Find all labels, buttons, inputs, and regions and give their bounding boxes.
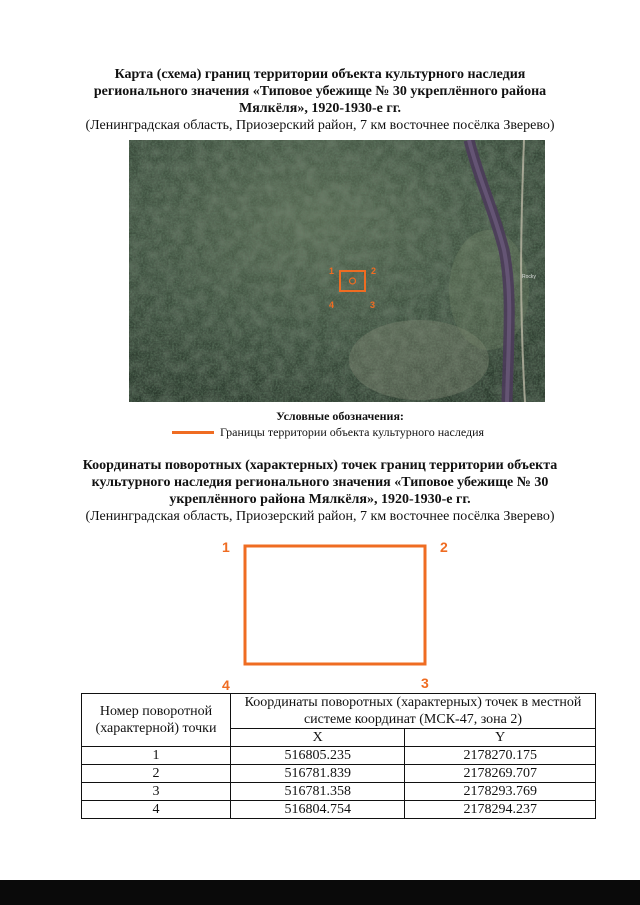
map-title-line-1: Карта (схема) границ территории объекта культурного наследия xyxy=(114,67,526,82)
x-cell: 516804.754 xyxy=(231,801,405,819)
legend-title: Условные обозначения: xyxy=(276,409,404,423)
coords-title-line-1: Координаты поворотных (характерных) точек границ территории объекта xyxy=(82,458,558,473)
scheme-corner-label-1: 1 xyxy=(222,539,230,555)
col-coords-header-line-1: Координаты поворотных (характерных) точек в местной xyxy=(244,695,582,710)
satellite-map-image xyxy=(129,140,545,402)
x-cell: 516805.235 xyxy=(231,747,405,765)
map-point-label-3: 3 xyxy=(370,300,376,310)
y-cell: 2178293.769 xyxy=(405,783,596,801)
coordinates-table xyxy=(81,693,596,819)
map-title-line-3: Мялкёля», 1920-1930-е гг. xyxy=(238,101,402,116)
scheme-corner-label-2: 2 xyxy=(440,539,448,555)
map-point-label-4: 4 xyxy=(329,300,335,310)
road-label: Rocky xyxy=(522,274,536,280)
coords-title-line-2: культурного наследия регионального значения «Типовое убежище № 30 xyxy=(91,475,549,490)
scheme-boundary-rect xyxy=(245,546,425,664)
satellite-map xyxy=(129,140,545,402)
table-header-row xyxy=(82,694,596,729)
col-x-header: X xyxy=(231,729,405,747)
scheme-corner-label-4: 4 xyxy=(222,677,230,690)
x-cell: 516781.839 xyxy=(231,765,405,783)
y-cell: 2178269.707 xyxy=(405,765,596,783)
y-cell: 2178294.237 xyxy=(405,801,596,819)
legend-item xyxy=(172,425,484,440)
coords-title-line-3: укреплённого района Мялкёля», 1920-1930-е гг. xyxy=(169,492,471,507)
map-point-label-2: 2 xyxy=(371,266,377,276)
scan-bottom-edge xyxy=(0,880,640,905)
table-row xyxy=(82,801,596,819)
map-point-label-1: 1 xyxy=(329,266,335,276)
legend-item-label: Границы территории объекта культурного наследия xyxy=(220,425,485,439)
coords-location-subtitle: (Ленинградская область, Приозерский район, 7 км восточнее посёлка Зверево) xyxy=(85,509,555,524)
point-number-cell: 4 xyxy=(82,801,231,819)
col-y-header: Y xyxy=(405,729,596,747)
col-coords-header-line-2: системе координат (МСК-47, зона 2) xyxy=(303,712,523,727)
legend-boundary-line xyxy=(172,431,214,434)
map-title-line-2: регионального значения «Типовое убежище № 30 укреплённого района xyxy=(93,84,547,99)
col-point-number-header xyxy=(82,694,231,747)
table-row xyxy=(82,765,596,783)
table-row xyxy=(82,783,596,801)
x-cell: 516781.358 xyxy=(231,783,405,801)
boundary-scheme xyxy=(0,530,640,690)
point-number-cell: 3 xyxy=(82,783,231,801)
y-cell: 2178270.175 xyxy=(405,747,596,765)
point-number-cell: 1 xyxy=(82,747,231,765)
col-point-number-header-line-2: (характерной) точки xyxy=(95,721,217,736)
point-number-cell: 2 xyxy=(82,765,231,783)
col-point-number-header-line-1: Номер поворотной xyxy=(99,704,213,719)
table-row xyxy=(82,747,596,765)
map-location-subtitle: (Ленинградская область, Приозерский район, 7 км восточнее посёлка Зверево) xyxy=(85,118,555,133)
scheme-corner-label-3: 3 xyxy=(421,675,429,690)
col-coords-header xyxy=(231,694,596,729)
